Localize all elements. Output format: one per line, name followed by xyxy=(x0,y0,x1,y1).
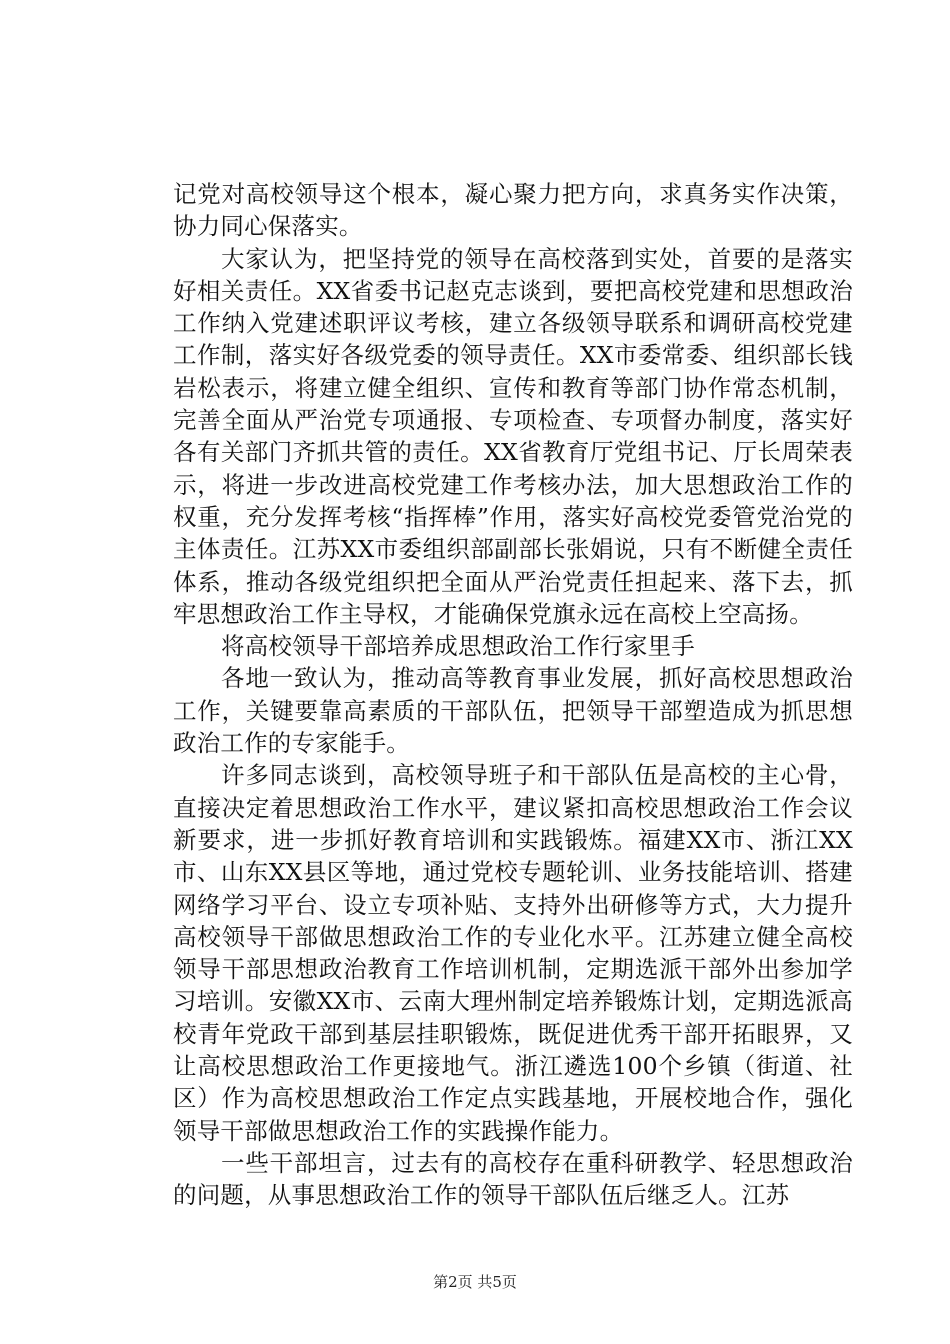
section-heading: 将高校领导干部培养成思想政治工作行家里手 xyxy=(221,632,695,661)
paragraph-continuation: 记党对高校领导这个根本，凝心聚力把方向，求真务实作决策，协力同心保落实。 xyxy=(173,180,853,241)
paragraph-cadres: 一些干部坦言，过去有的高校存在重科研教学、轻思想政治的问题，从事思想政治工作的领导干部队伍后继乏人。江苏 xyxy=(173,1148,853,1210)
document-body xyxy=(173,178,853,1212)
paragraph-consensus: 各地一致认为，推动高等教育事业发展，抓好高校思想政治工作，关键要靠高素质的干部队伍，把领导干部塑造成为抓思想政治工作的专家能手。 xyxy=(173,664,853,758)
page-number-footer: 第2页 共5页 xyxy=(433,1273,517,1291)
paragraph-responsibility: 大家认为，把坚持党的领导在高校落到实处，首要的是落实好相关责任。XX省委书记赵克志谈到，要把高校党建和思想政治工作纳入党建述职评议考核，建立各级领导联系和调研高校党建工作制，落实好各级党委的领导责任。XX市委常委、组织部长钱岩松表示，将建立健全组织、宣传和教育等部门协作常态机制，完善全面从严治党专项通报、专项检查、专项督办制度，落实好各有关部门齐抓共管的责任。XX省教育厅党组书记、厅长周荣表示，将进一步改进高校党建工作考核办法，加大思想政治工作的权重，充分发挥考核“指挥棒”作用，落实好高校党委管党治党的主体责任。江苏XX市委组织部副部长张娟说，只有不断健全责任体系，推动各级党组织把全面从严治党责任担起来、落下去，抓牢思想政治工作主导权，才能确保党旗永远在高校上空高扬。 xyxy=(173,244,853,628)
paragraph-training: 许多同志谈到，高校领导班子和干部队伍是高校的主心骨，直接决定着思想政治工作水平，建议紧扣高校思想政治工作会议新要求，进一步抓好教育培训和实践锻炼。福建XX市、浙江XX市、山东XX县区等地，通过党校专题轮训、业务技能培训、搭建网络学习平台、设立专项补贴、支持外出研修等方式，大力提升高校领导干部做思想政治工作的专业化水平。江苏建立健全高校领导干部思想政治教育工作培训机制，定期选派干部外出参加学习培训。安徽XX市、云南大理州制定培养锻炼计划，定期选派高校青年党政干部到基层挂职锻炼，既促进优秀干部开拓眼界，又让高校思想政治工作更接地气。浙江遴选100个乡镇（街道、社区）作为高校思想政治工作定点实践基地，开展校地合作，强化领导干部做思想政治工作的实践操作能力。 xyxy=(173,761,853,1145)
